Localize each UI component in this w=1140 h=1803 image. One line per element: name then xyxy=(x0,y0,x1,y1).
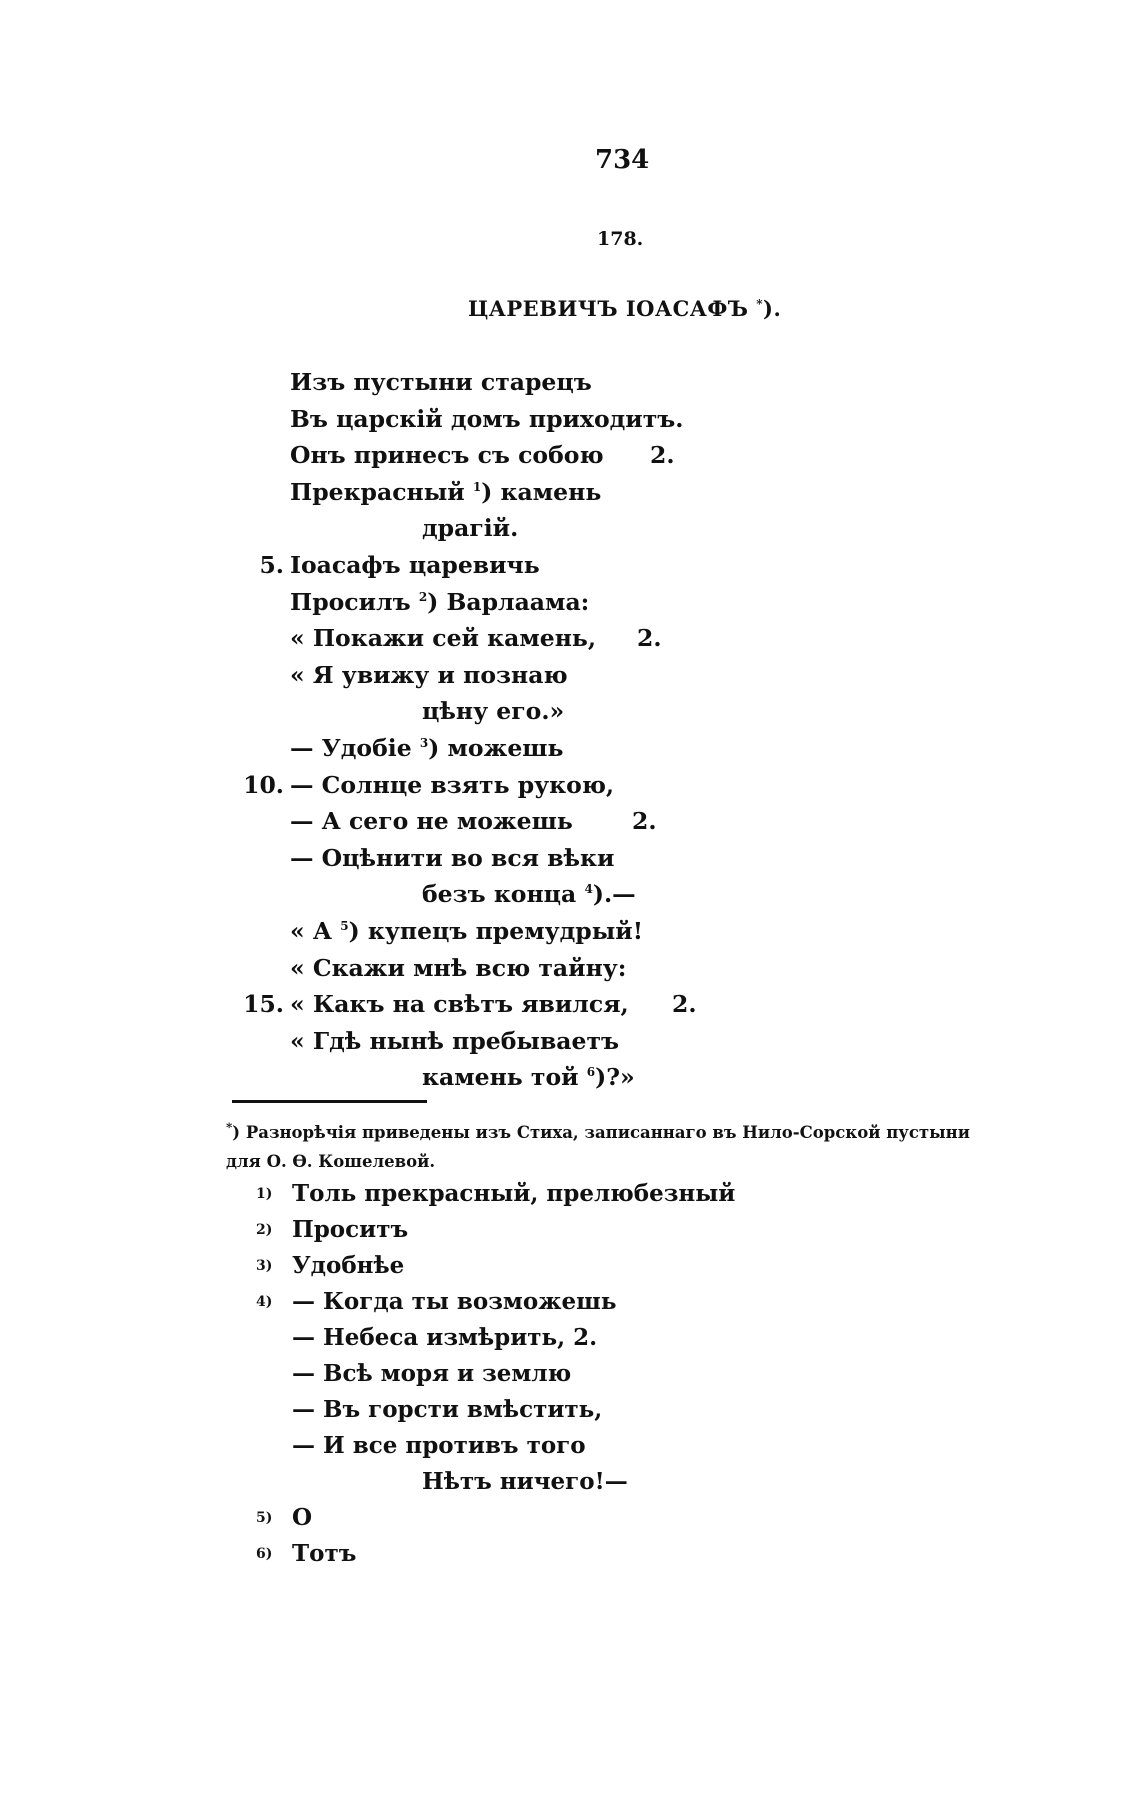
verse-text-main: — Удобіе xyxy=(290,733,412,762)
verse-text xyxy=(290,401,683,438)
footnote-line xyxy=(0,1500,1140,1536)
footnote-mark: 1) xyxy=(256,1186,273,1202)
verse-text-main: — Оцѣнити во вся вѣки xyxy=(290,843,615,872)
footnote-text: Тотъ xyxy=(292,1540,357,1567)
verse-line xyxy=(0,840,1140,877)
verse-text-main: Изъ пустыни старецъ xyxy=(290,368,592,396)
verse-text-after: можешь xyxy=(439,733,564,762)
footnote-text: — Всѣ моря и землю xyxy=(292,1360,572,1387)
verse-text-main: безъ конца xyxy=(422,880,577,909)
footnote-ref: 5 xyxy=(340,919,349,934)
verse-text xyxy=(290,437,604,474)
verse-text-after: Варлаама: xyxy=(438,587,590,616)
verse-text-main: Просилъ xyxy=(290,587,411,616)
footnote-ref: 1 xyxy=(472,479,482,494)
footnote-line xyxy=(0,1356,1140,1392)
line-number: 15. xyxy=(243,990,284,1019)
footnote-line xyxy=(0,1428,1140,1464)
verse-line xyxy=(0,657,1140,694)
footnote-ref: 3 xyxy=(419,736,429,751)
verse-text xyxy=(290,950,626,987)
verse-line xyxy=(0,730,1140,767)
verse-text xyxy=(290,620,596,657)
verse-text xyxy=(422,693,564,730)
footnote-text: О xyxy=(292,1504,313,1531)
verse-line xyxy=(0,693,1140,730)
verse-text xyxy=(422,510,518,547)
page-number: 734 xyxy=(595,145,650,175)
footnote-ref: 4 xyxy=(584,882,593,897)
footnotes-block xyxy=(0,1176,1140,1572)
verse-line xyxy=(0,364,1140,401)
verse-text-main: « А xyxy=(290,916,333,945)
footnote-text: — Въ горсти вмѣстить, xyxy=(292,1396,603,1423)
source-note-line1: Разнорѣчія приведены изъ Стиха, записаннаго въ Нило-Сорской пустыни xyxy=(245,1123,970,1142)
song-title: ЦАРЕВИЧЪ ІОАСАФЪ *). xyxy=(468,296,782,321)
verse-text-main: Онъ принесъ съ собою xyxy=(290,441,604,470)
footnote-line xyxy=(0,1284,1140,1320)
verse-line xyxy=(0,474,1140,511)
verse-text: — Удобіе $^3$) можешь xyxy=(290,733,564,762)
verse-text: « А $^5$) купецъ премудрый! xyxy=(290,916,644,945)
repeat-mark: 2. xyxy=(637,624,662,653)
footnote-line xyxy=(0,1536,1140,1572)
footnote-line xyxy=(0,1320,1140,1356)
verse-block xyxy=(0,364,1140,1096)
line-number: 10. xyxy=(243,770,284,799)
verse-line xyxy=(0,913,1140,950)
verse-text-after: камень xyxy=(492,477,602,506)
footnote-mark: 4) xyxy=(256,1294,273,1310)
footnote-line xyxy=(0,1392,1140,1428)
verse-text xyxy=(290,657,568,694)
verse-text-after: .— xyxy=(603,880,636,909)
verse-line xyxy=(0,876,1140,913)
footnote-line xyxy=(0,1212,1140,1248)
footnote-rule xyxy=(232,1100,427,1103)
verse-text xyxy=(290,803,573,840)
verse-text-main: — Солнце взять рукою, xyxy=(290,770,615,799)
verse-text-main: « Какъ на свѣтъ явился, xyxy=(290,990,629,1019)
verse-line xyxy=(0,401,1140,438)
verse-text-after: ?» xyxy=(606,1063,635,1092)
footnote-text: — Когда ты возможешь xyxy=(292,1288,617,1315)
footnote-text: Удобнѣе xyxy=(292,1252,405,1279)
verse-line xyxy=(0,1023,1140,1060)
verse-line xyxy=(0,437,1140,474)
footnote-ref: 2 xyxy=(418,589,428,604)
verse-text-main: « Покажи сей камень, xyxy=(290,624,597,653)
verse-text: безъ конца $^4$).— xyxy=(422,880,636,909)
verse-text-main: драгій. xyxy=(422,514,519,543)
footnote-line xyxy=(0,1464,1140,1500)
source-note-mark: * xyxy=(226,1120,233,1135)
verse-text xyxy=(290,364,592,401)
verse-text xyxy=(290,840,614,877)
footnote-text: Толь прекрасный, прелюбезный xyxy=(292,1180,736,1207)
verse-text xyxy=(290,767,614,804)
verse-line xyxy=(0,1059,1140,1096)
verse-line xyxy=(0,584,1140,621)
verse-line xyxy=(0,986,1140,1023)
song-number: 178. xyxy=(597,228,644,250)
source-note xyxy=(226,1118,1016,1176)
footnote-text: Нѣтъ ничего!— xyxy=(422,1468,628,1495)
verse-text xyxy=(290,547,540,584)
verse-text-main: « Гдѣ нынѣ пребываетъ xyxy=(290,1026,620,1055)
verse-text-main: камень той xyxy=(422,1063,579,1092)
verse-text xyxy=(290,1023,619,1060)
verse-text: Просилъ $^2$) Варлаама: xyxy=(290,587,590,616)
song-title-text: ЦАРЕВИЧЪ ІОАСАФЪ xyxy=(468,296,749,321)
verse-text-after: купецъ премудрый! xyxy=(359,916,644,945)
repeat-mark: 2. xyxy=(632,807,657,836)
footnote-line xyxy=(0,1248,1140,1284)
verse-text-main: « Я увижу и познаю xyxy=(290,660,568,689)
line-number: 5. xyxy=(259,550,284,579)
verse-text-main: цѣну его.» xyxy=(422,697,565,726)
verse-line xyxy=(0,620,1140,657)
footnote-text: Проситъ xyxy=(292,1216,409,1243)
verse-line xyxy=(0,803,1140,840)
footnote-mark: 5) xyxy=(256,1510,273,1526)
title-note-mark: * xyxy=(756,297,763,311)
verse-text-main: — А сего не можешь xyxy=(290,807,573,836)
verse-text: Прекрасный $^1$) камень xyxy=(290,477,602,506)
verse-text xyxy=(290,986,629,1023)
footnote-line xyxy=(0,1176,1140,1212)
footnote-mark: 3) xyxy=(256,1258,273,1274)
verse-line xyxy=(0,510,1140,547)
source-note-line2: для О. Ѳ. Кошелевой. xyxy=(226,1152,436,1171)
footnote-text: — Небеса измѣрить, 2. xyxy=(292,1324,598,1351)
verse-text-main: Прекрасный xyxy=(290,477,465,506)
footnote-mark: 6) xyxy=(256,1546,273,1562)
footnote-mark: 2) xyxy=(256,1222,273,1238)
verse-line xyxy=(0,767,1140,804)
repeat-mark: 2. xyxy=(672,990,697,1019)
verse-text-main: Въ царскій домъ приходитъ. xyxy=(290,404,684,433)
repeat-mark: 2. xyxy=(650,441,675,470)
verse-text-main: Іоасафъ царевичь xyxy=(290,550,540,579)
verse-text-main: « Скажи мнѣ всю тайну: xyxy=(290,953,627,982)
footnote-text: — И все противъ того xyxy=(292,1432,586,1459)
verse-line xyxy=(0,547,1140,584)
footnote-ref: 6 xyxy=(586,1065,596,1080)
title-note-paren: ) xyxy=(763,296,774,321)
verse-line xyxy=(0,950,1140,987)
verse-text: камень той $^6$)?» xyxy=(422,1063,635,1092)
source-note-paren: ) xyxy=(232,1123,246,1142)
